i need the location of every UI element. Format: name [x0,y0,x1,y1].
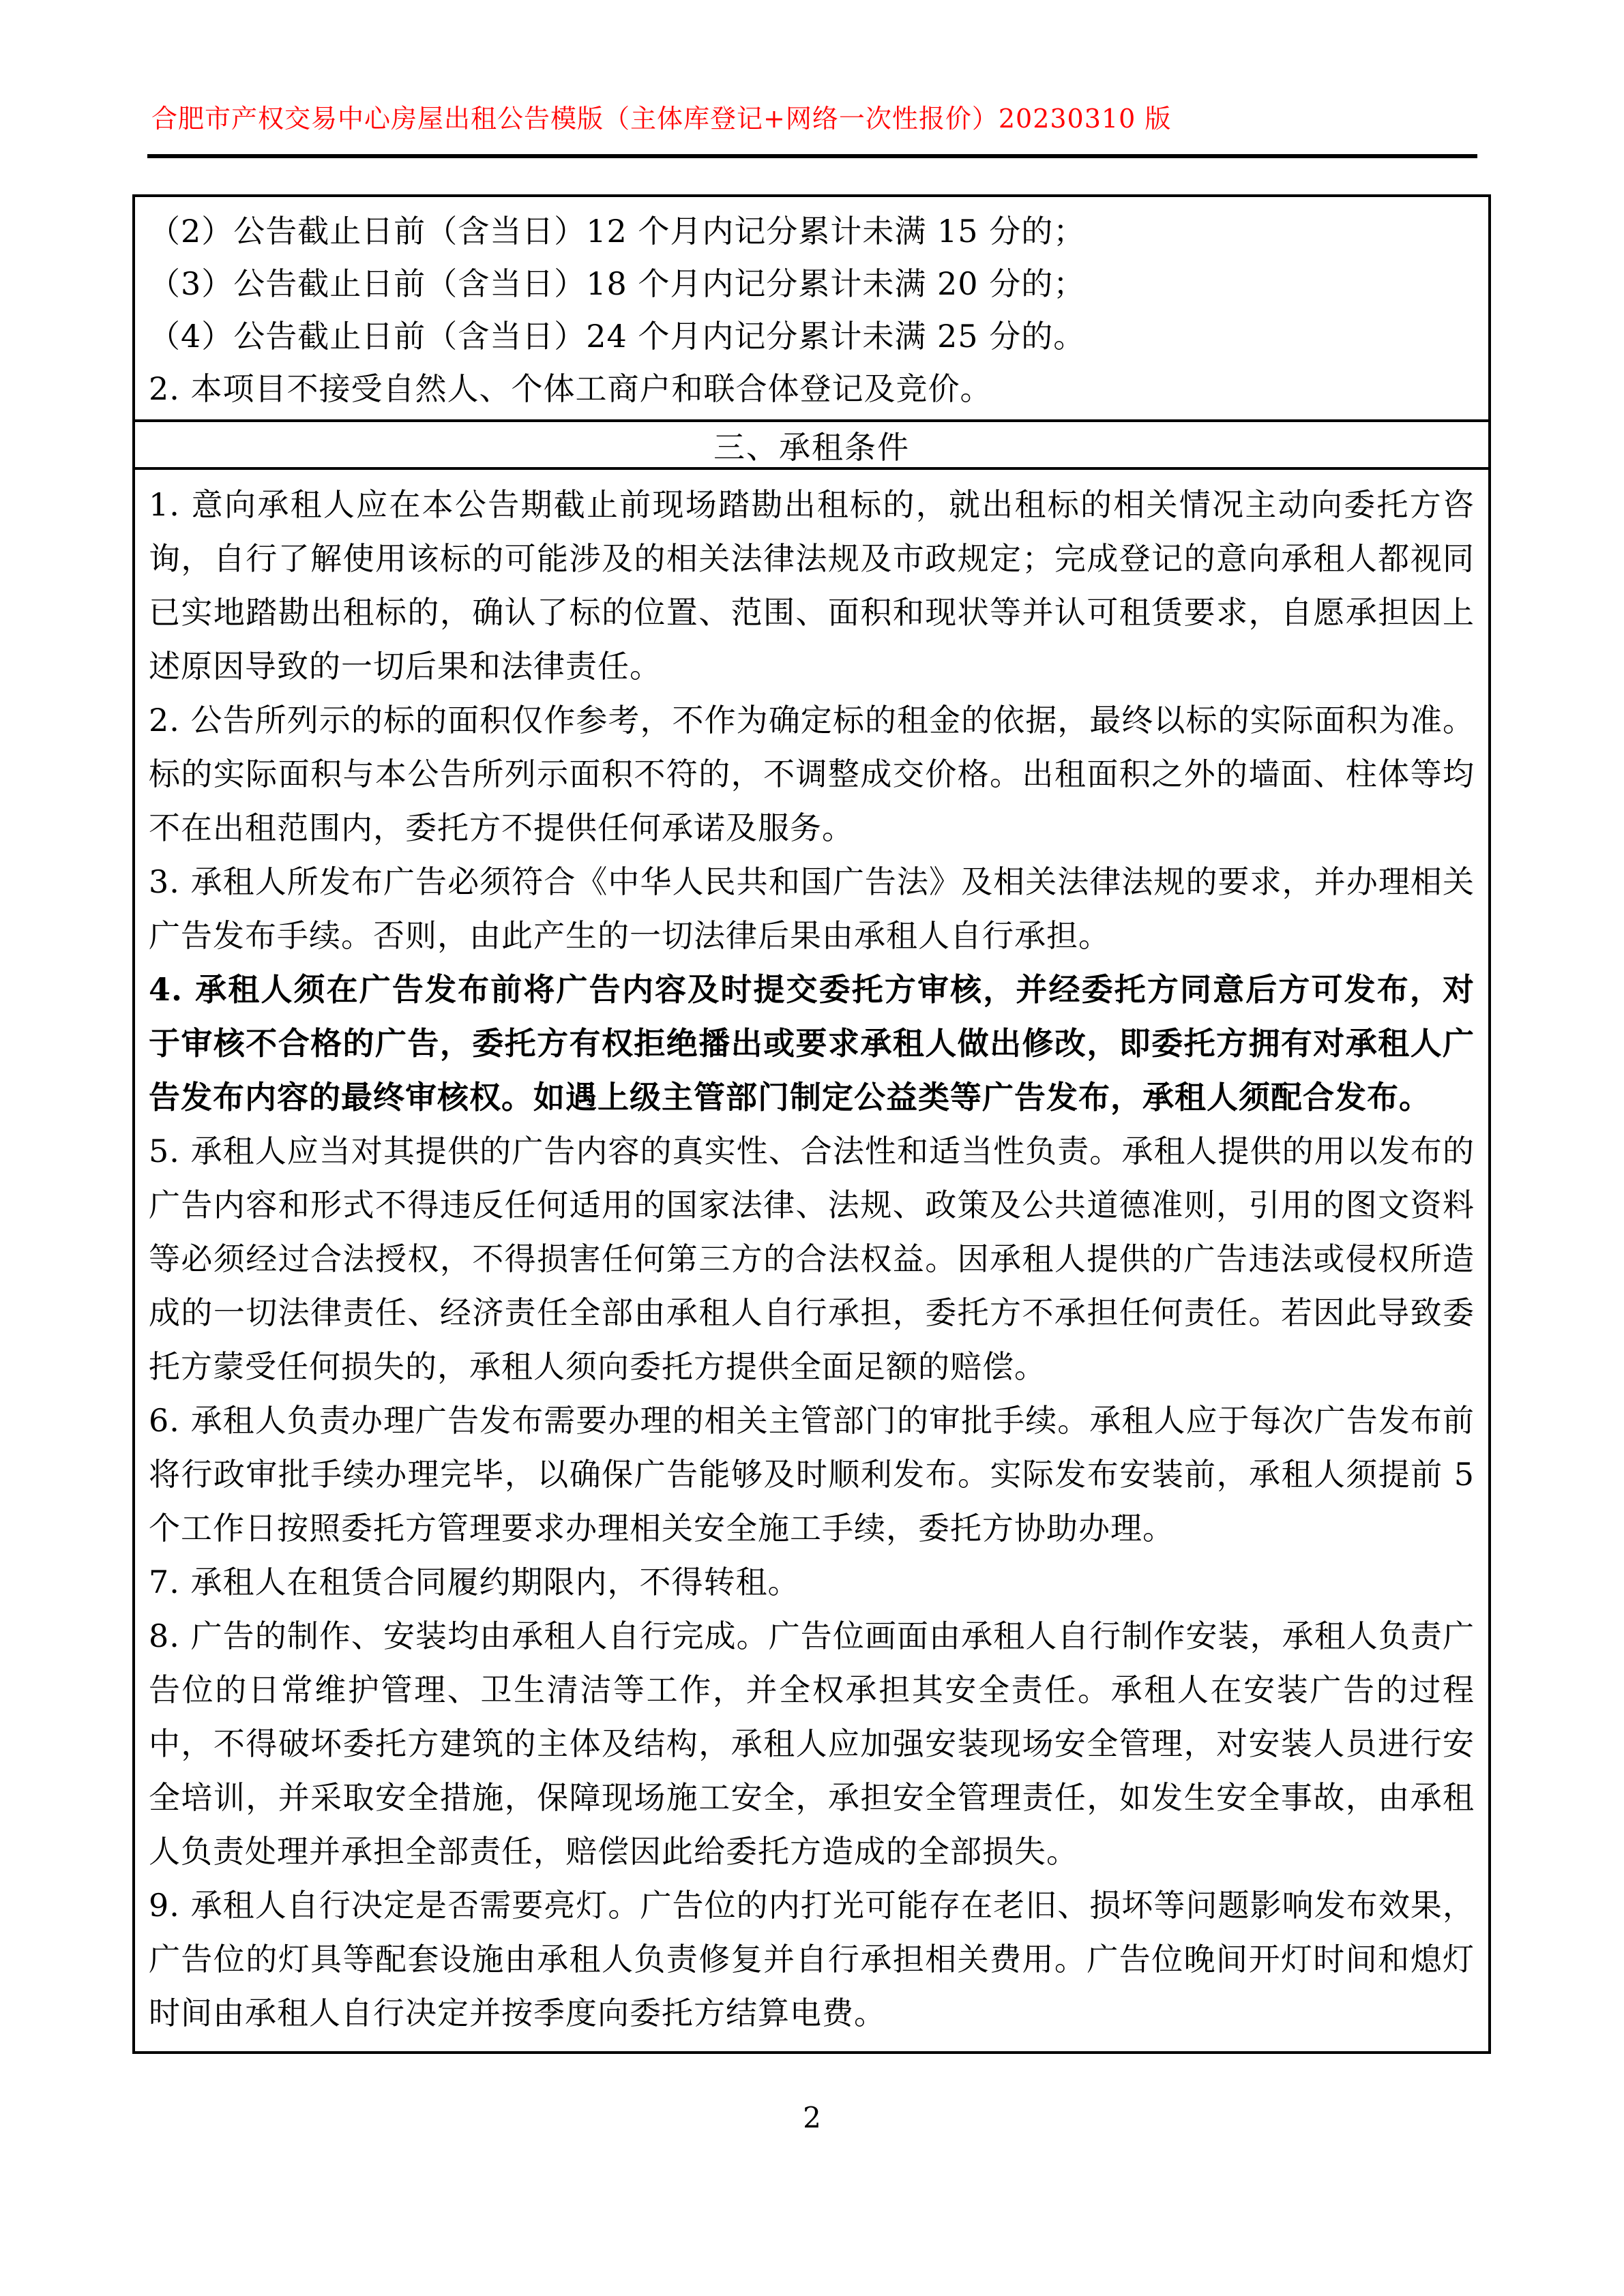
section-header-title: 三、承租条件 [713,429,910,466]
page-footer [0,2102,1624,2134]
header-rule [147,154,1477,158]
condition-paragraph-1: 1. 意向承租人应在本公告期截止前现场踏勘出租标的，就出租标的相关情况主动向委托方咨询，自行了解使用该标的可能涉及的相关法律法规及市政规定；完成登记的意向承租人都视同已实地踏勘出租标的，确认了标的位置、范围、面积和现状等并认可租赁要求，自愿承担因上述原因导致的一切后果和法律责任。 [149,486,1475,685]
qualification-clauses-cell [135,197,1488,419]
condition-paragraph-2: 2. 公告所列示的标的面积仅作参考，不作为确定标的租金的依据，最终以标的实际面积为准。标的实际面积与本公告所列示面积不符的，不调整成交价格。出租面积之外的墙面、柱体等均不在出租范围内，委托方不提供任何承诺及服务。 [149,702,1475,846]
condition-paragraph-4: 4. 承租人须在广告发布前将广告内容及时提交委托方审核，并经委托方同意后方可发布，对于审核不合格的广告，委托方有权拒绝播出或要求承租人做出修改，即委托方拥有对承租人广告发布内容的最终审核权。如遇上级主管部门制定公益类等广告发布，承租人须配合发布。 [149,971,1475,1116]
condition-paragraph-8: 8. 广告的制作、安装均由承租人自行完成。广告位画面由承租人自行制作安装，承租人负责广告位的日常维护管理、卫生清洁等工作，并全权承担其安全责任。承租人在安装广告的过程中，不得破坏委托方建筑的主体及结构，承租人应加强安装现场安全管理，对安装人员进行安全培训，并采取安全措施，保障现场施工安全，承担安全管理责任，如发生安全事故，由承租人负责处理并承担全部责任，赔偿因此给委托方造成的全部损失。 [149,1617,1475,1870]
conditions-cell [135,470,1488,2051]
qualification-item-3: （3）公告截止日前（含当日）18 个月内记分累计未满 20 分的； [149,265,1086,302]
condition-paragraph-9: 9. 承租人自行决定是否需要亮灯。广告位的内打光可能存在老旧、损坏等问题影响发布效果，广告位的灯具等配套设施由承租人负责修复并自行承担相关费用。广告位晚间开灯时间和熄灯时间由承租人自行决定并按季度向委托方结算电费。 [149,1887,1475,2031]
qualification-item-4: （4）公告截止日前（含当日）24 个月内记分累计未满 25 分的。 [149,318,1086,355]
no-natural-person-clause: 2. 本项目不接受自然人、个体工商户和联合体登记及竞价。 [149,370,992,407]
qualification-item-2: （2）公告截止日前（含当日）12 个月内记分累计未满 15 分的； [149,213,1086,250]
condition-paragraph-3: 3. 承租人所发布广告必须符合《中华人民共和国广告法》及相关法律法规的要求，并办理相关广告发布手续。否则，由此产生的一切法律后果由承租人自行承担。 [149,863,1475,954]
announcement-table [132,194,1491,2054]
page-number: 2 [803,2101,821,2134]
header-title: 合肥市产权交易中心房屋出租公告模版（主体库登记+网络一次性报价）20230310 版 [151,104,1172,134]
section-header-cell [135,419,1488,470]
condition-paragraph-7: 7. 承租人在租赁合同履约期限内，不得转租。 [149,1564,800,1600]
condition-paragraph-6: 6. 承租人负责办理广告发布需要办理的相关主管部门的审批手续。承租人应于每次广告发布前将行政审批手续办理完毕，以确保广告能够及时顺利发布。实际发布安装前，承租人须提前 5 个工作日按照委托方管理要求办理相关安全施工手续，委托方协助办理。 [149,1402,1475,1547]
condition-paragraph-5: 5. 承租人应当对其提供的广告内容的真实性、合法性和适当性负责。承租人提供的用以发布的广告内容和形式不得违反任何适用的国家法律、法规、政策及公共道德准则，引用的图文资料等必须经过合法授权，不得损害任何第三方的合法权益。因承租人提供的广告违法或侵权所造成的一切法律责任、经济责任全部由承租人自行承担，委托方不承担任何责任。若因此导致委托方蒙受任何损失的，承租人须向委托方提供全面足额的赔偿。 [149,1133,1475,1385]
